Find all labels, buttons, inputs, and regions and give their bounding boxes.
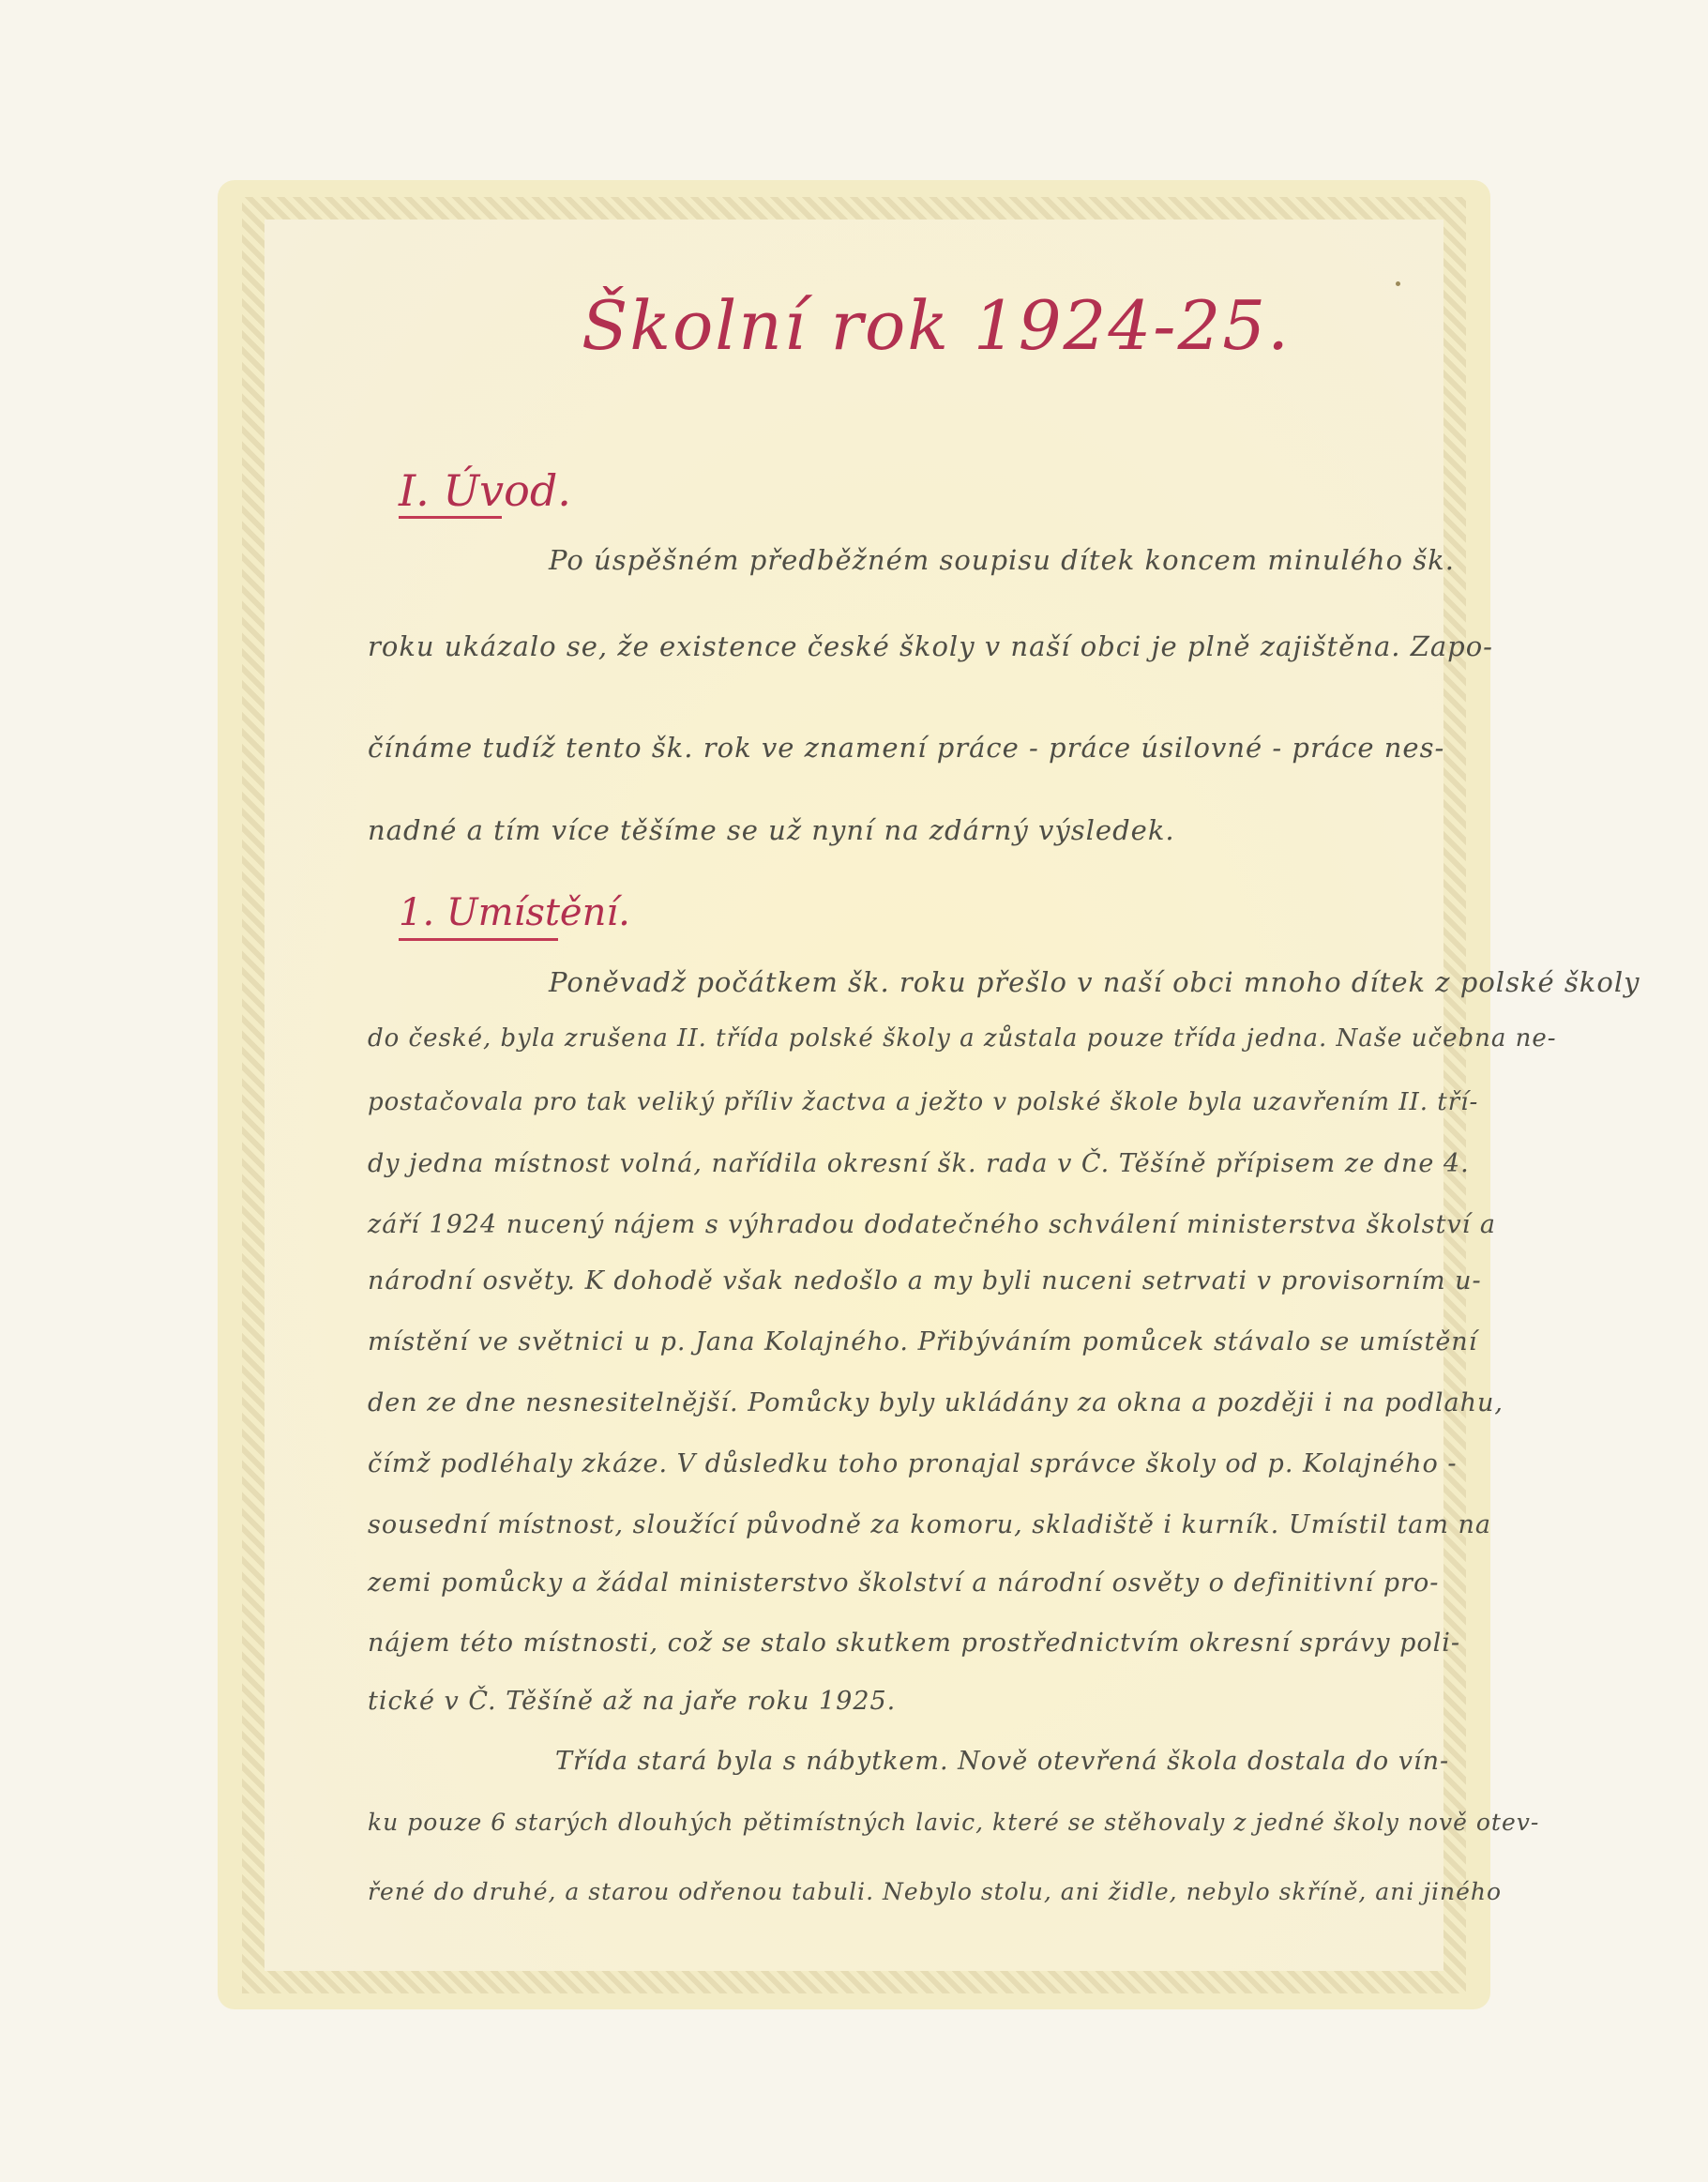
heading-underline (399, 938, 558, 941)
text-line: nadné a tím více těšíme se už nyní na zdárný výsledek. (368, 814, 1175, 846)
text-line: roku ukázalo se, že existence české školy v naší obci je plně zajištěna. Zapo- (368, 630, 1493, 662)
text-line: národní osvěty. K dohodě však nedošlo a my byli nuceni setrvati v provisorním u- (368, 1266, 1482, 1296)
page-title: Školní rok 1924-25. (582, 286, 1291, 365)
text-line: září 1924 nucený nájem s výhradou dodatečného schválení ministerstva školství a (368, 1210, 1496, 1239)
text-line: ku pouze 6 starých dlouhých pětimístných lavic, které se stěhovaly z jedné školy nově otev- (368, 1809, 1540, 1836)
ink-spot (1396, 281, 1400, 286)
text-line: čínáme tudíž tento šk. rok ve znamení práce - práce úsilovné - práce nes- (368, 732, 1445, 764)
text-line: sousední místnost, sloužící původně za komoru, skladiště i kurník. Umístil tam na (368, 1510, 1492, 1539)
text-line: Po úspěšném předběžném soupisu dítek koncem minulého šk. (549, 544, 1455, 576)
section-heading-umisteni: 1. Umístění. (399, 891, 630, 934)
text-line: zemi pomůcky a žádal ministerstvo školství a národní osvěty o definitivní pro- (368, 1568, 1440, 1598)
text-line: Třída stará byla s nábytkem. Nově otevřená škola dostala do vín- (555, 1747, 1450, 1776)
section-heading-uvod: I. Úvod. (399, 465, 571, 516)
text-line: do české, byla zrušena II. třída polské školy a zůstala pouze třída jedna. Naše učebna ne- (368, 1024, 1557, 1053)
text-line: den ze dne nesnesitelnější. Pomůcky byly ukládány za okna a později i na podlahu, (368, 1388, 1504, 1417)
text-line: dy jedna místnost volná, nařídila okresní šk. rada v Č. Těšíně přípisem ze dne 4. (368, 1149, 1470, 1178)
heading-underline (399, 516, 502, 519)
text-line: řené do druhé, a starou odřenou tabuli. Nebylo stolu, ani židle, nebylo skříně, ani jiného (368, 1878, 1503, 1905)
text-line: čímž podléhaly zkáze. V důsledku toho pronajal správce školy od p. Kolajného - (368, 1449, 1458, 1478)
text-line: tické v Č. Těšíně až na jaře roku 1925. (368, 1687, 897, 1716)
text-line: nájem této místnosti, což se stalo skutkem prostřednictvím okresní správy poli- (368, 1629, 1461, 1658)
text-line: Poněvadž počátkem šk. roku přešlo v naší obci mnoho dítek z polské školy (549, 966, 1640, 998)
text-line: místění ve světnici u p. Jana Kolajného. Přibýváním pomůcek stávalo se umístění (368, 1327, 1478, 1356)
text-line: postačovala pro tak veliký příliv žactva a ježto v polské škole byla uzavřením II. tří- (368, 1088, 1479, 1116)
